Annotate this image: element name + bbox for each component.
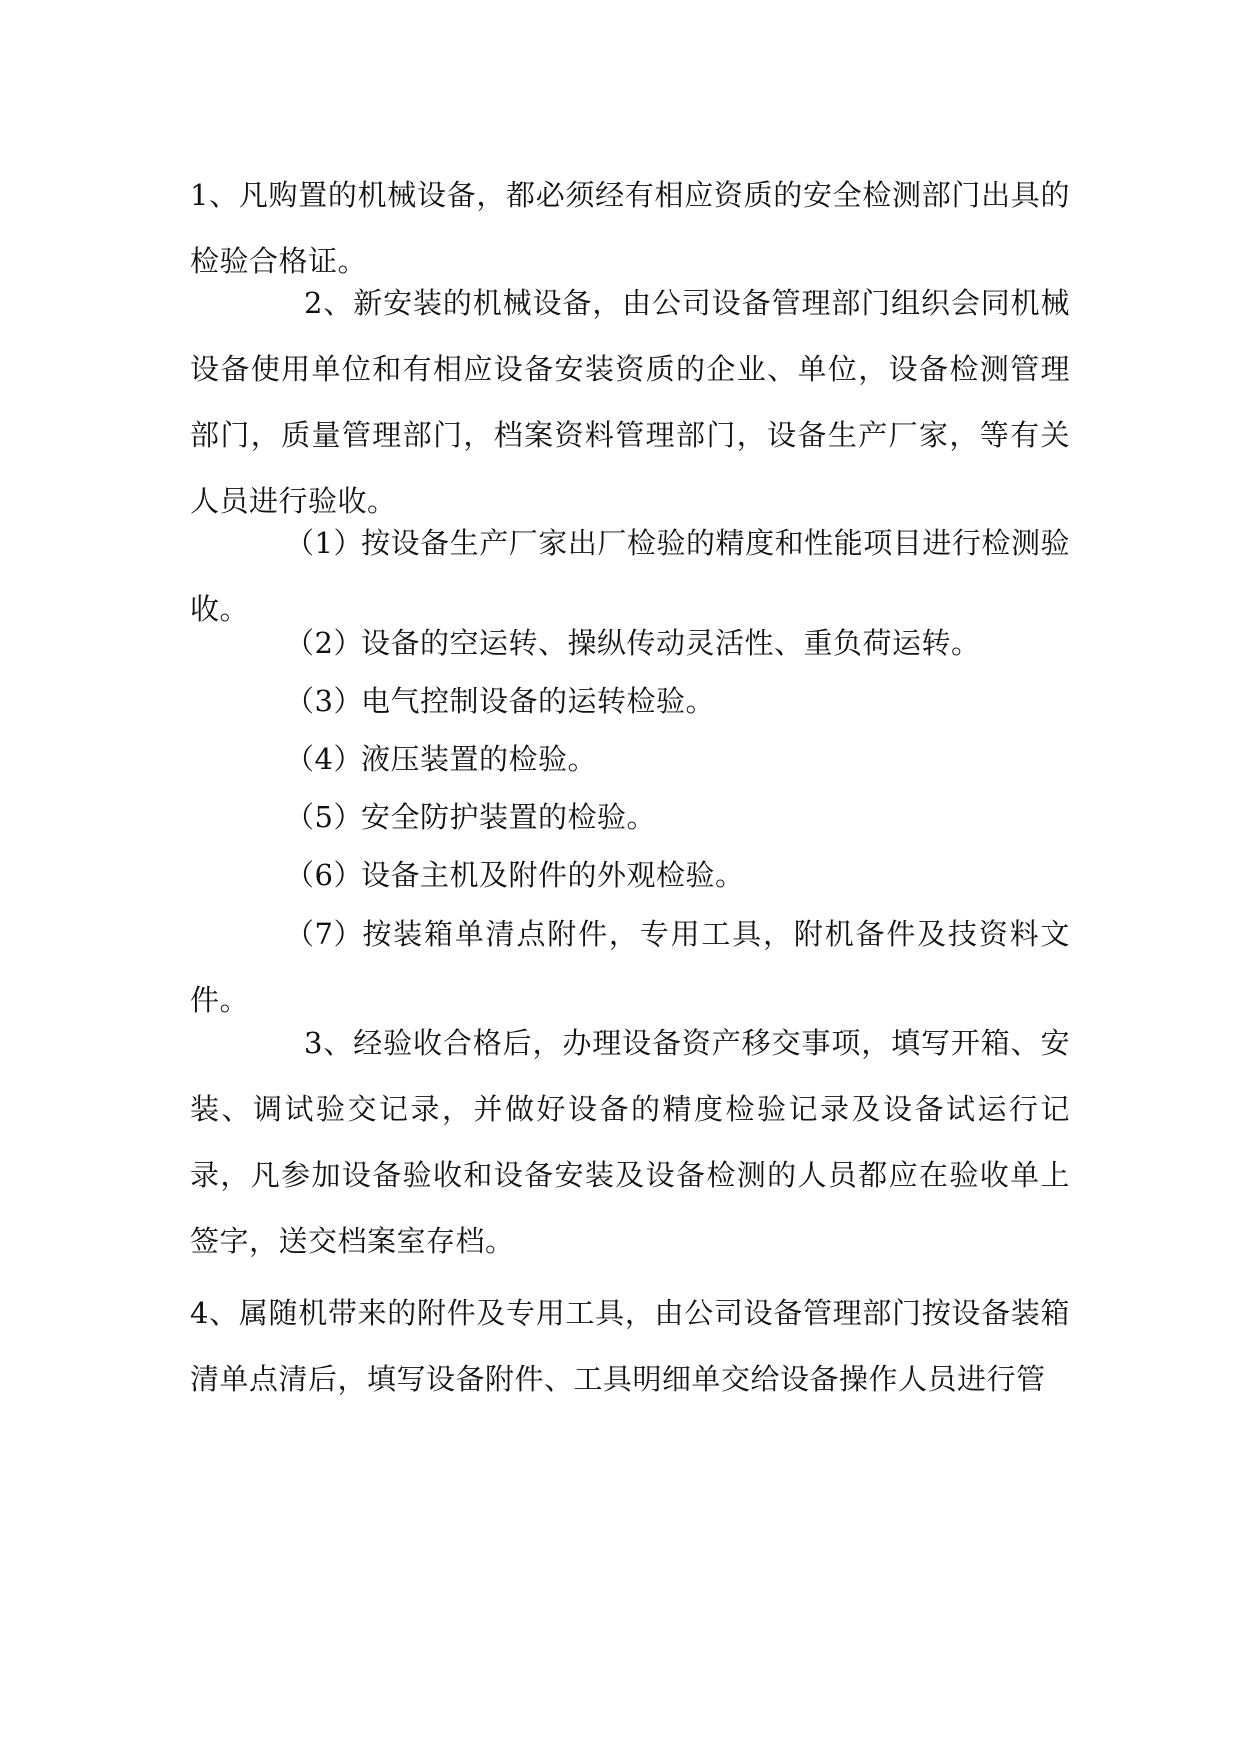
- list-item-2: [190, 610, 1070, 676]
- list-item-4: [190, 726, 1070, 792]
- paragraph-3: 3、经验收合格后，办理设备资产移交事项，填写开箱、安装、调试验交记录，并做好设备的精度检验记录及设备试运行记录，凡参加设备验收和设备安装及设备检测的人员都应在验收单上签字，送交档案室存档。: [190, 1026, 1070, 1258]
- list-item-text: 设备主机及附件的外观检验。: [361, 858, 745, 892]
- paragraph-2: 2、新安装的机械设备，由公司设备管理部门组织会同机械设备使用单位和有相应设备安装资质的企业、单位，设备检测管理部门，质量管理部门，档案资料管理部门，设备生产厂家，等有关人员进行验收。: [190, 286, 1070, 518]
- list-item-number: （4）: [285, 742, 363, 776]
- list-item-number: （1）: [285, 526, 363, 560]
- list-item-text: 按装箱单清点附件，专用工具，附机备件及技资料文件。: [190, 917, 1070, 1017]
- list-item-text: 电气控制设备的运转检验。: [361, 684, 716, 718]
- list-item-number: （6）: [285, 858, 363, 892]
- list-item-number: （7）: [285, 917, 363, 951]
- list-item-3: [190, 668, 1070, 734]
- paragraph-1: 1、凡购置的机械设备，都必须经有相应资质的安全检测部门出具的检验合格证。: [190, 178, 1070, 278]
- paragraph-4: 4、属随机带来的附件及专用工具，由公司设备管理部门按设备装箱清单点清后，填写设备附件、工具明细单交给设备操作人员进行管: [190, 1296, 1070, 1396]
- list-item-6: [190, 842, 1070, 908]
- list-item-number: （2）: [285, 626, 363, 660]
- list-item-number: （5）: [285, 800, 363, 834]
- list-item-text: 按设备生产厂家出厂检验的精度和性能项目进行检测验收。: [190, 526, 1070, 626]
- list-item-text: 设备的空运转、操纵传动灵活性、重负荷运转。: [361, 626, 981, 660]
- list-item-text: 安全防护装置的检验。: [361, 800, 657, 834]
- list-item-text: 液压装置的检验。: [361, 742, 598, 776]
- list-item-number: （3）: [285, 684, 363, 718]
- list-item-5: [190, 784, 1070, 850]
